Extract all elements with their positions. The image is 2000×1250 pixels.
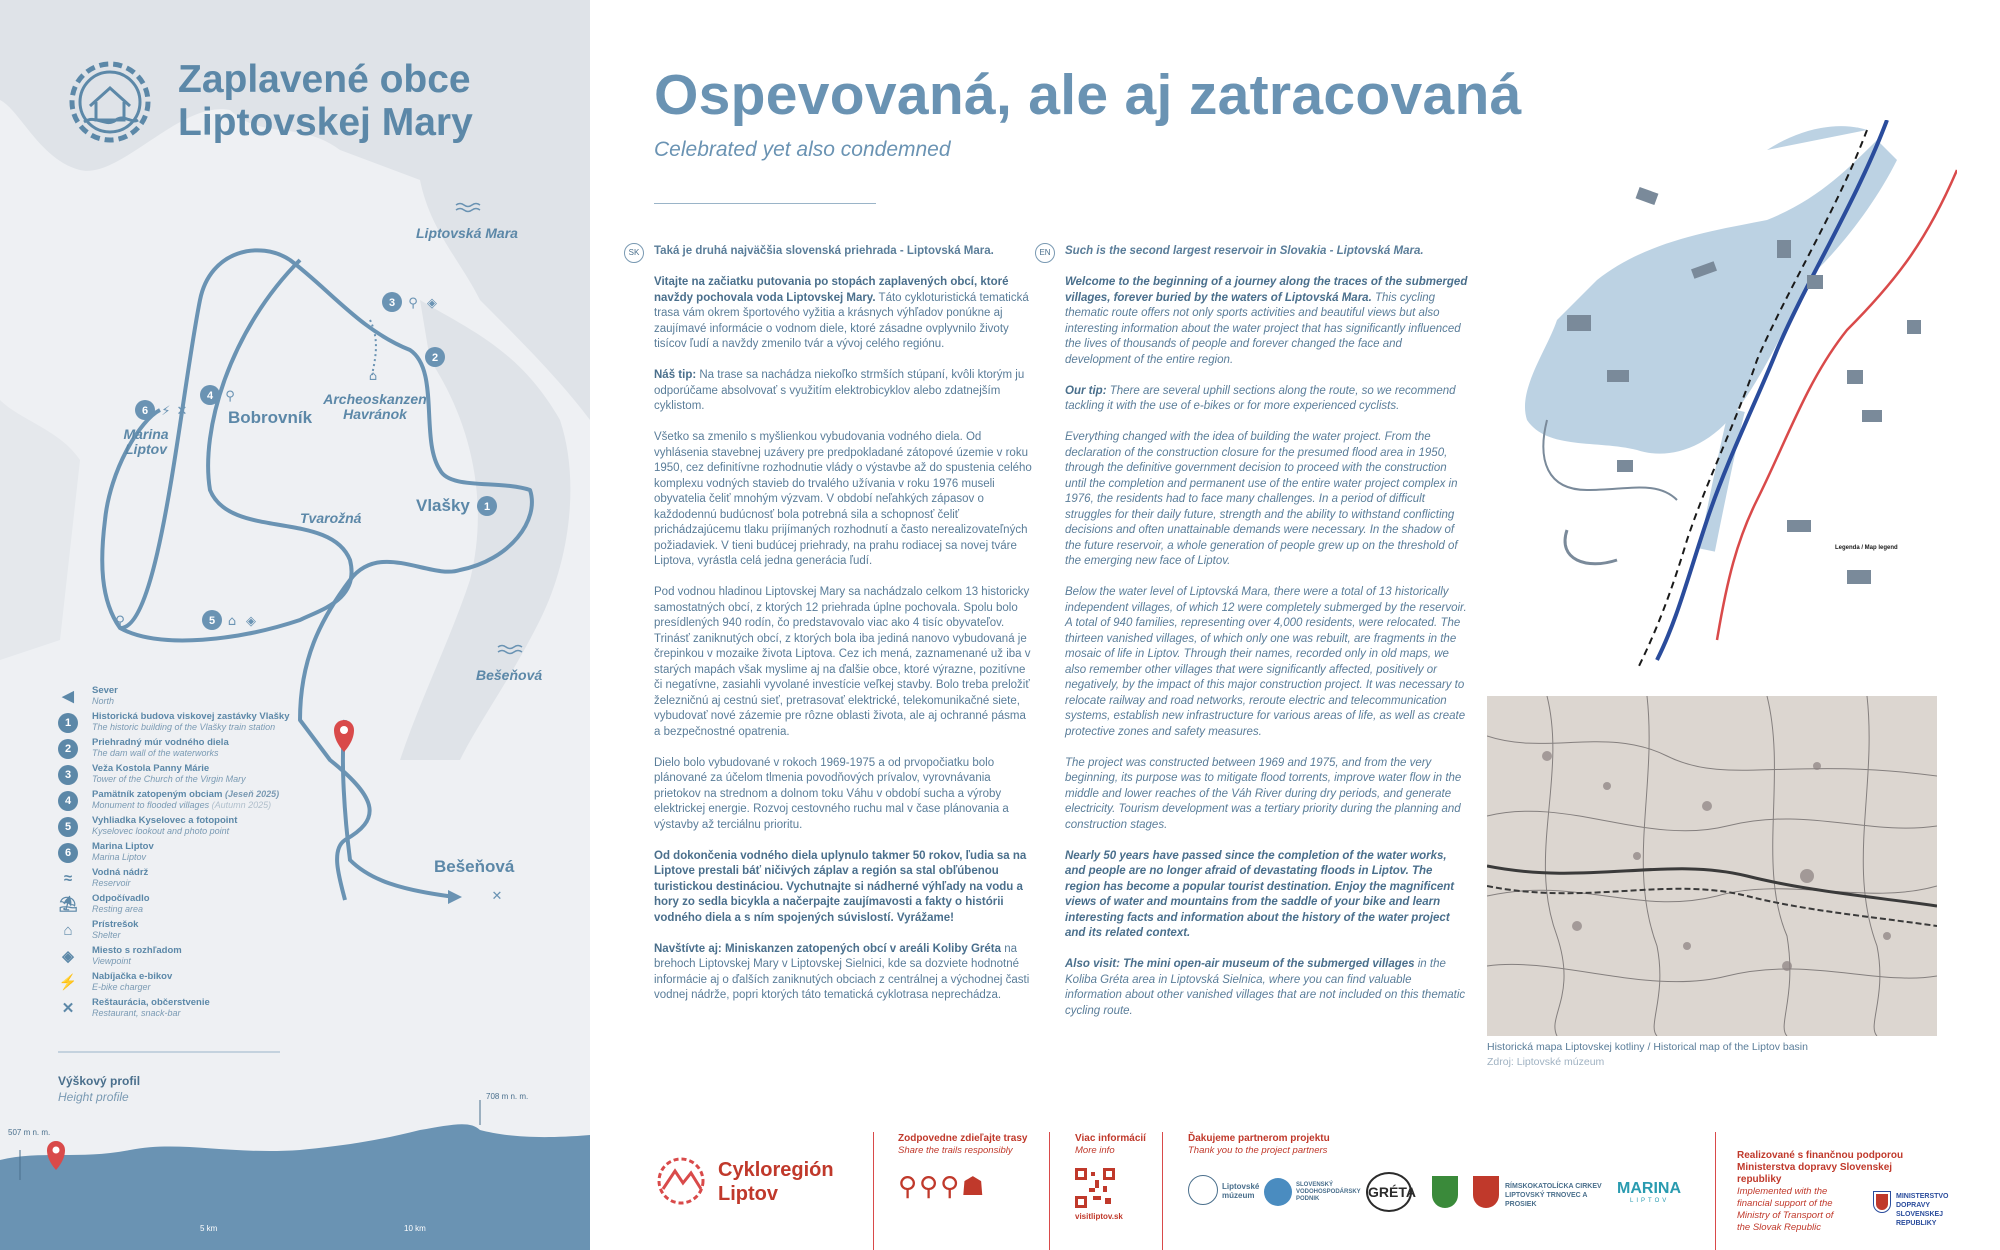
stop-number-badge: 4 [58, 791, 78, 811]
legend-item: 6 Marina Liptov Marina Liptov [58, 841, 298, 867]
place-besenova-lake: Bešeňová [476, 667, 543, 683]
legend-item: ◀ Sever North [58, 685, 298, 711]
map-title: Zaplavené obce Liptovskej Mary [178, 58, 473, 144]
partner-greta: GRÉTA [1366, 1172, 1412, 1212]
svg-text:⌂: ⌂ [368, 369, 378, 384]
trails-title: Zodpovedne zdieľajte trasy [898, 1133, 1028, 1144]
svg-text:⚲: ⚲ [115, 614, 125, 629]
partner-marina: MARINA [1617, 1180, 1681, 1197]
partners-title: Ďakujeme partnerom projektu [1188, 1133, 1330, 1144]
legend-item: ≈ Vodná nádrž Reservoir [58, 867, 298, 893]
place-vlasky: Vlašky [416, 496, 470, 515]
svg-text:✕: ✕ [491, 889, 503, 904]
place-marina-liptov: Marina Liptov [123, 426, 169, 457]
e-bike-charger-icon: ⚡ [58, 974, 78, 991]
legend-item: 5 Vyhliadka Kyselovec a fotopoint Kyselovec lookout and photo point [58, 815, 298, 841]
legend-item: ⌂ Prístrešok Shelter [58, 919, 298, 945]
svp-logo-icon [1264, 1178, 1292, 1206]
svg-text:⚲: ⚲ [225, 389, 235, 404]
svg-text:⚲: ⚲ [408, 296, 418, 311]
partners-subtitle: Thank you to the project partners [1188, 1145, 1328, 1156]
svg-text:⌂: ⌂ [227, 614, 237, 629]
svg-text:✕: ✕ [176, 404, 188, 419]
reservoir-schematic-map [1487, 120, 1957, 680]
stop-number-badge: 2 [58, 739, 78, 759]
partner-museum: Liptovské múzeum [1222, 1182, 1260, 1200]
slovak-coat-of-arms-icon [1874, 1192, 1890, 1212]
footer-divider [1162, 1132, 1163, 1250]
restaurant-icon: ✕ [61, 1000, 75, 1017]
height-max-label: 708 m n. m. [486, 1092, 529, 1101]
village-coat-of-arms-icon [1473, 1176, 1499, 1208]
info-url-link[interactable]: visitliptov.sk [1075, 1212, 1123, 1221]
legend-item: ◈ Miesto s rozhľadom Viewpoint [58, 945, 298, 971]
viewpoint-icon: ◈ [62, 948, 74, 965]
height-profile-title: Výškový profil [58, 1074, 141, 1088]
km-10-label: 10 km [404, 1224, 426, 1233]
lang-badge-en: EN [1035, 243, 1055, 263]
resting-area-icon: ⛱ [58, 896, 78, 913]
footer-divider [873, 1132, 874, 1250]
svg-text:3: 3 [388, 297, 396, 309]
legend-item: ✕ Reštaurácia, občerstvenie Restaurant, snack-bar [58, 997, 298, 1023]
route-map [0, 0, 590, 1250]
funding-title: Realizované s finančnou podporou Ministerstva dopravy Slovenskej republiky [1737, 1150, 1904, 1185]
partner-svp: SLOVENSKÝ VODOHOSPODÁRSKY PODNIK [1296, 1182, 1361, 1202]
svg-text:1: 1 [483, 501, 491, 513]
svg-text:5: 5 [208, 615, 216, 627]
svg-text:2: 2 [431, 352, 439, 364]
stop-number-badge: 6 [58, 843, 78, 863]
legend-item: 1 Historická budova viskovej zastávky Vlašky The historic building of the Vlašky train station [58, 711, 298, 737]
legend-item: 3 Veža Kostola Panny Márie Tower of the Church of the Virgin Mary [58, 763, 298, 789]
route-map-panel [0, 0, 590, 1250]
ministry-logo-text: MINISTERSTVO DOPRAVY SLOVENSKEJ REPUBLIKY [1896, 1193, 1949, 1227]
legend-item: ⚡ Nabíjačka e-bikov E-bike charger [58, 971, 173, 992]
legend-item: 2 Priehradný múr vodného diela The dam wall of the waterworks [58, 737, 298, 763]
place-tvarozna: Tvarožná [300, 510, 362, 526]
footer-divider [1049, 1132, 1050, 1250]
cyclist-hiker-icons: ⚲⚲⚲☗ [898, 1172, 987, 1202]
stop-number-badge: 1 [58, 713, 78, 733]
partner-marina-sub: LIPTOV [1630, 1198, 1670, 1204]
stop-number-badge: 5 [58, 817, 78, 837]
map-caption: Historická mapa Liptovskej kotliny / Historical map of the Liptov basin Zdroj: Liptovské múzeum [1487, 1041, 1808, 1068]
title-divider [654, 203, 876, 204]
historical-map-image [1487, 696, 1937, 1036]
svg-text:6: 6 [141, 405, 149, 417]
page-subtitle: Celebrated yet also condemned [654, 138, 951, 161]
svg-text:◈: ◈ [427, 296, 437, 311]
height-profile-subtitle: Height profile [58, 1090, 129, 1104]
svg-text:4: 4 [206, 390, 214, 402]
text-column-sk: Taká je druhá najväčšia slovenská priehrada - Liptovská Mara. Vitajte na začiatku putovania po stopách zaplavených obcí, ktoré navždy pochovala voda Liptovskej Mary. Táto cykloturistická tematická trasa vám okrem športového vyžitia a krásnych výhľadov ponúkne aj zaujímavé informácie o vodnom diele, ktoré zásadne ovplyvnilo životy tisícov ľudí a navždy zmenilo tvár a vývoj celého regiónu. Náš tip: Na trase sa nachádza niekoľko strmších stúpaní, kvôli ktorým ju odporúčame absolvovať s využitím elektrobicyklov alebo zdatnejším cyklistom. Všetko sa zmenilo s myšlienkou vybudovania vodného diela. Od vyhlásenia stavebnej uzávery pre predpokladané zátopové územie v roku 1950, cez definitívne rozhodnutie vlády o výstavbe až do spustenia celého komplexu vodných stavieb do trvalého užívania v roku 1976 museli obyvatelia čeliť mnohým výzvam. V období neľahkých zápasov o každodennú budúcnosť bola potrebná sila a schopnosť čeliť prichádzajúcemu tlaku prijímaných rozhodnutí a často nerealizovateľných požiadaviek. V tieni budúcej priehrady, na prahu rodiacej sa novej tváre Liptova, vyrástla celá jedna generácia ľudí. Pod vodnou hladinou Liptovskej Mary sa nachádzalo celkom 13 historicky samostatných obcí, z ktorých 12 priehrada úplne pochovala. Spolu bolo presídlených 940 rodín, čo predstavovalo viac ako 4 tisíc obyvateľov. Trinásť zaniknutých obcí, z ktorých bola iba jediná nanovo vybudovaná je črepinkou v mozaike života Liptova. Cez ich mená, zaznamenané už iba v starých mapách však myslime aj na ďalšie obce, ktoré výrazne, pozitívne či negatívne, zasiahli vyvolané investície veľkej stavby. Bolo treba preložiť železničnú aj cestnú sieť, pretrasovať elektrické, telekomunikačné siete, vybudovať nové zázemie pre rôzne oblasti života, ale aj ochranné pásma a bezpečnostné opatrenia. Dielo bolo vybudované v rokoch 1969-1975 a od prvopočiatku bolo plánované za účelom tlmenia povodňových prívalov, vyrovnávania prietokov na strednom a dolnom toku Váhu v období sucha a výroby elektrickej energie. Rozvoj cestovného ruchu mal v čase plánovania a výstavby až terciálnu prioritu. Od dokončenia vodného diela uplynulo takmer 50 rokov, ľudia sa na Liptove prestali báť ničivých záplav a región sa stal obľúbenou turistickou destináciou. Vychutnajte si nádherné výhľady na vodu a hory zo sedla bicykla a načerpajte zaujímavosti a fakty o histórii vodného diela a s ním spojených súvislostí. Vyrážame! Navštívte aj: Miniskanzen zatopených obcí v areáli Koliby Grétа na brehoch Liptovskej Mary v Liptovskej Sielnici, kde sa dozviete hodnotné informácie aj o ďalších zaniknutých obciach z centrálnej a východnej časti vodnej nádrže, popri ktorých táto tematická cyklotrasa neprechádza. [654, 245, 1032, 1001]
info-subtitle: More info [1075, 1145, 1115, 1156]
height-min-label: 507 m n. m. [8, 1128, 51, 1137]
reservoir-icon: ≈ [63, 870, 73, 887]
svg-text:⚡: ⚡ [161, 404, 171, 419]
partner-church: RÍMSKOKATOLÍCKA CIRKEV LIPTOVSKÝ TRNOVEC A PROSIEK [1505, 1183, 1602, 1208]
info-title: Viac informácií [1075, 1133, 1146, 1144]
lang-badge-sk: SK [624, 243, 644, 263]
cycloregion-logo-icon [653, 1155, 709, 1207]
page-title: Ospevovaná, ale aj zatracovaná [654, 63, 1522, 127]
village-coat-of-arms-icon [1432, 1176, 1458, 1208]
qr-code-icon[interactable] [1075, 1168, 1115, 1208]
place-bobrovnik: Bobrovník [228, 408, 313, 427]
footer-divider [1715, 1132, 1716, 1250]
svg-text:◈: ◈ [246, 614, 256, 629]
text-column-en: Such is the second largest reservoir in Slovakia - Liptovská Mara. Welcome to the beginning of a journey along the traces of the submerged villages, forever buried by the waters of Liptovská Mara. This cycling thematic route offers not only sports activities and beautiful views but also interesting information about the water project that has significantly influenced the lives of thousands of people and forever changed the face and development of the entire region. Our tip: There are several uphill sections along the route, so we recommend tackling it with the use of e-bikes or for more experienced cyclists. Everything changed with the idea of building the water project. From the declaration of the construction closure for the presumed flood area in 1950, through the definitive government decision to proceed with the construction until the completion and permanent use of the entire water project complex in 1976, the residents had to face many challenges. In a period of difficult struggles for their daily future, strength and the ability to withstand conflicting decisions and often unattainable demands were necessary. In the shadow of the future reservoir, a whole generation of people grew up on the threshold of the emerging new face of Liptov. Below the water level of Liptovská Mara, there were a total of 13 historically independent villages, of which 12 were completely submerged by the reservoir. A total of 940 families, representing over 4,000 residents, were relocated. The thirteen vanished villages, of which only one was rebuilt, are fragments in the mosaic of life in Liptov. Through their names, recorded only in old maps, we also remember other villages that were significantly affected, positively or negatively, by the impact of this major construction project. It was necessary to relocate railway and road networks, reroute electric and telecommunication systems, establish new infrastructure for various areas of life, as well as create protective zones and safety measures. The project was constructed between 1969 and 1975, and from the very beginning, its purpose was to mitigate flood torrents, improve water flow in the middle and lower reaches of the Váh River during dry periods, and generate electricity. Tourism development was a tertiary priority during the planning and construction stages. Nearly 50 years have passed since the completion of the water works, and people are no longer afraid of devastating floods in Liptov. The region has become a popular tourist destination. Enjoy the magnificent views of water and mountains from the saddle of your bike and learn interesting facts and information about the history of the water project and its related context. Also visit: The mini open-air museum of the submerged villages in the Koliba Gréta area in Liptovská Sielnica, where you can find valuable information about other vanished villages that are not included on this thematic cycling route. [1065, 245, 1468, 1017]
start-pin-icon [334, 720, 354, 752]
cycloregion-brand: Cykloregión Liptov [718, 1159, 834, 1205]
place-archeoskanzen: Archeoskanzen Havránok [323, 391, 427, 422]
trails-subtitle: Share the trails responsibly [898, 1145, 1013, 1156]
legend-item: ⛱ Odpočívadlo Resting area [58, 893, 150, 914]
place-liptovska-mara: Liptovská Mara [416, 225, 518, 241]
north-arrow-icon: ◀ [62, 688, 74, 705]
legend-item: 4 Pamätník zatopeným obciam (Jeseň 2025) Monument to flooded villages (Autumn 2025) [58, 789, 298, 815]
stop-number-badge: 3 [58, 765, 78, 785]
museum-logo-icon [1188, 1175, 1218, 1205]
shelter-icon: ⌂ [63, 922, 73, 939]
km-5-label: 5 km [200, 1224, 218, 1233]
map-legend [58, 685, 298, 1023]
map-legend-title: Legenda / Map legend [1835, 545, 1898, 551]
funding-subtitle: Implemented with the financial support of the Ministry of Transport of the Slovak Republic [1737, 1186, 1834, 1233]
place-besenova: Bešeňová [434, 857, 515, 876]
